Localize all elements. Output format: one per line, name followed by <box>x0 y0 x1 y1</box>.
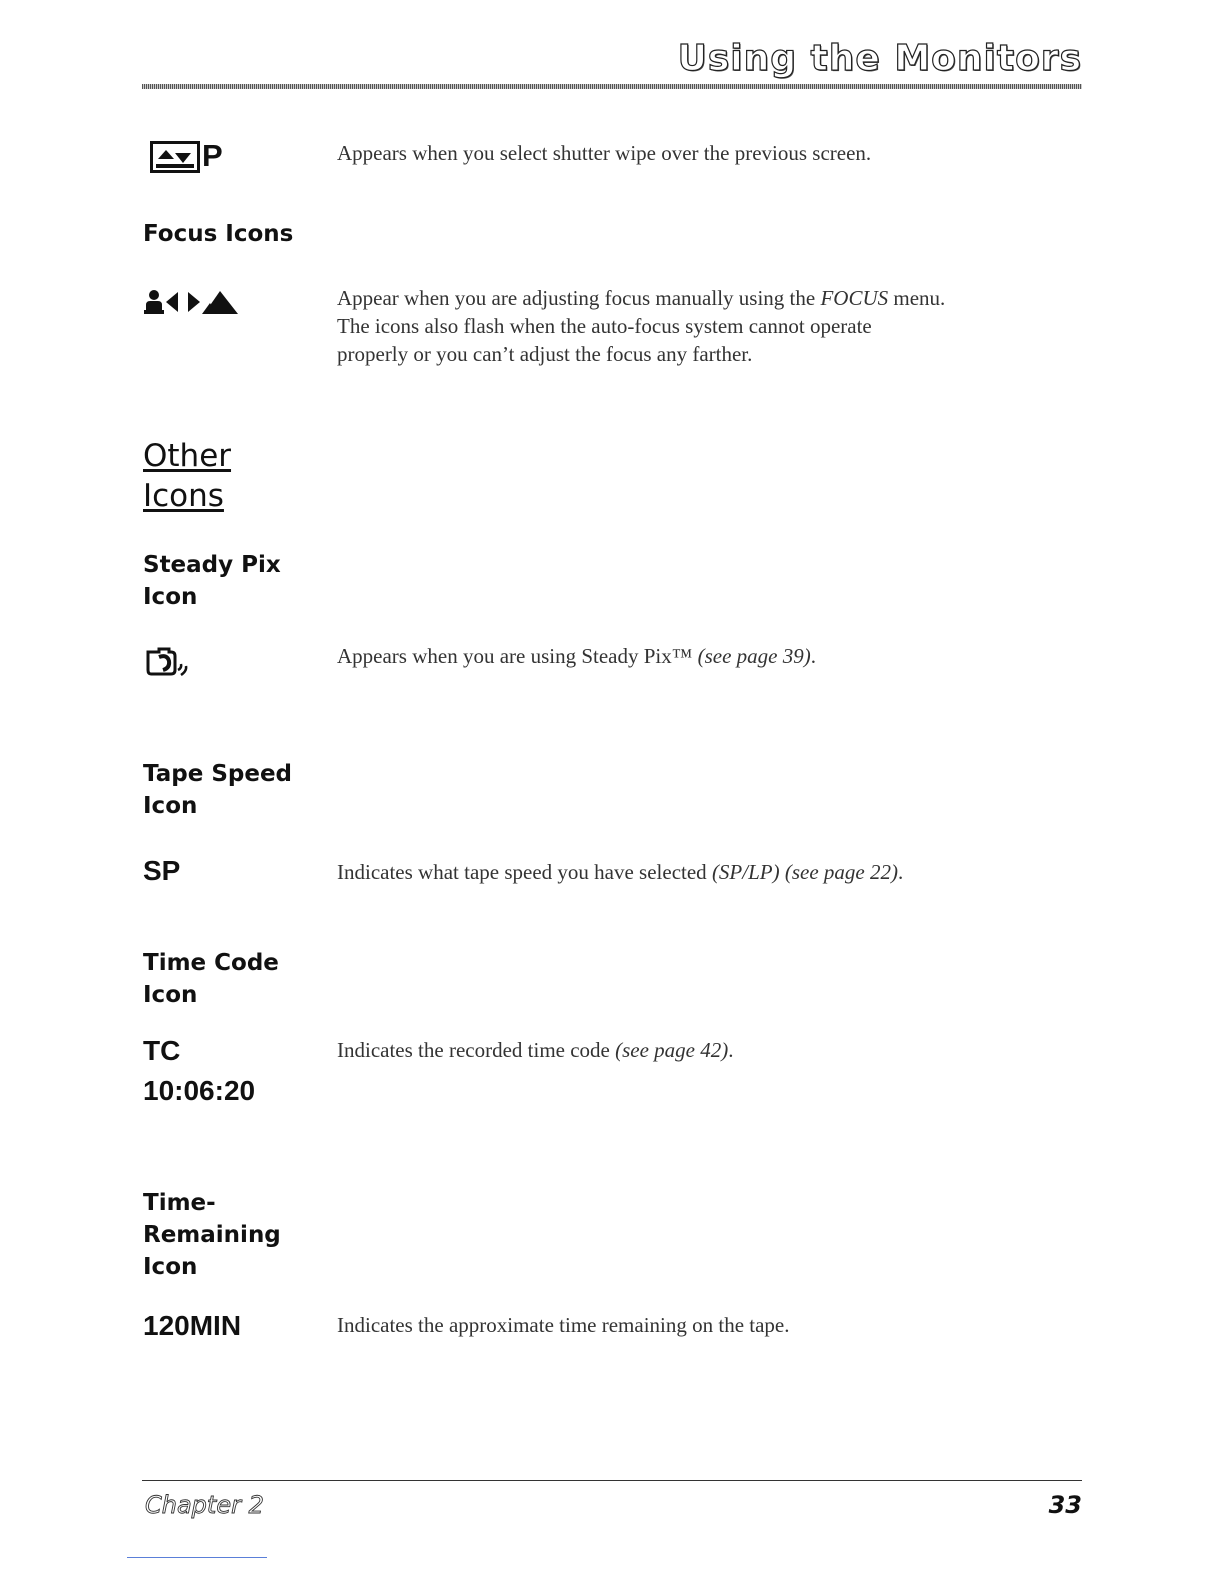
tape-speed-page-reference: (see page 22) <box>784 860 898 884</box>
tape-speed-desc-text: Indicates what tape speed you have selected <box>337 860 712 884</box>
steady-pix-heading-line1: Steady Pix <box>143 552 281 578</box>
shutter-wipe-icon <box>150 138 232 175</box>
time-remaining-description: Indicates the approximate time remaining on the tape. <box>337 1313 790 1337</box>
tape-speed-icon: SP <box>143 855 181 886</box>
time-code-heading-line2: Icon <box>143 982 198 1008</box>
tape-speed-heading <box>143 758 343 822</box>
time-remaining-heading <box>143 1187 343 1283</box>
time-code-description <box>337 1036 1097 1064</box>
section-heading-other-icons <box>143 436 231 516</box>
time-code-icon <box>143 1031 255 1111</box>
tape-speed-desc-end: . <box>897 860 904 884</box>
focus-desc-line1 <box>337 284 1097 312</box>
mountain-icon <box>202 291 238 314</box>
shutter-wipe-description: Appears when you select shutter wipe over the previous screen. <box>337 141 872 165</box>
steady-pix-desc-end: . <box>810 644 816 668</box>
focus-icons-heading: Focus Icons <box>143 221 294 247</box>
time-code-heading <box>143 947 343 1011</box>
time-code-desc-end: . <box>728 1038 734 1062</box>
shutter-wipe-icon-letter: P <box>202 138 223 173</box>
focus-icons-glyphs <box>144 289 244 315</box>
tape-speed-description <box>337 858 1097 886</box>
tape-speed-heading-line1: Tape Speed <box>143 761 293 787</box>
steady-pix-description <box>337 642 1097 670</box>
steady-pix-icon <box>145 646 195 678</box>
time-code-icon-value: 10:06:20 <box>143 1075 256 1106</box>
tape-speed-options: (SP/LP) <box>711 860 780 884</box>
time-code-desc-text: Indicates the recorded time code <box>337 1038 616 1062</box>
focus-desc-line3: properly or you can’t adjust the focus any farther. <box>337 342 753 366</box>
arrow-left-icon <box>166 292 178 312</box>
focus-description <box>337 284 1097 368</box>
focus-menu-name: FOCUS <box>820 286 889 310</box>
focus-desc-line1-text: Appear when you are adjusting focus manually using the <box>337 286 821 310</box>
time-code-heading-line1: Time Code <box>143 950 279 976</box>
steady-pix-desc-text: Appears when you are using Steady Pix™ <box>337 644 698 668</box>
steady-pix-page-reference: (see page 39) <box>697 644 811 668</box>
link-underline <box>127 1557 267 1558</box>
time-remaining-heading-line3: Icon <box>143 1254 198 1280</box>
time-code-page-reference: (see page 42) <box>615 1038 729 1062</box>
steady-pix-heading-line2: Icon <box>143 584 198 610</box>
focus-desc-line2: The icons also flash when the auto-focus system cannot operate <box>337 314 872 338</box>
steady-pix-heading <box>143 549 343 613</box>
person-icon <box>144 290 164 314</box>
focus-desc-line1-end: menu. <box>888 286 946 310</box>
tape-speed-heading-line2: Icon <box>143 793 198 819</box>
section-heading-line2: Icons <box>143 478 224 514</box>
page-header-title: Using the Monitors <box>677 38 1082 79</box>
footer-rule <box>142 1480 1082 1481</box>
header-rule <box>142 84 1082 89</box>
time-remaining-icon: 120MIN <box>143 1310 242 1341</box>
section-heading-line1: Other <box>143 438 232 474</box>
time-remaining-heading-line2: Remaining <box>143 1222 281 1248</box>
time-code-icon-label: TC <box>143 1035 181 1066</box>
footer-chapter: Chapter 2 <box>145 1491 264 1519</box>
time-remaining-heading-line1: Time- <box>143 1190 216 1216</box>
footer-page-number: 33 <box>1048 1491 1082 1519</box>
arrow-right-icon <box>188 292 200 312</box>
